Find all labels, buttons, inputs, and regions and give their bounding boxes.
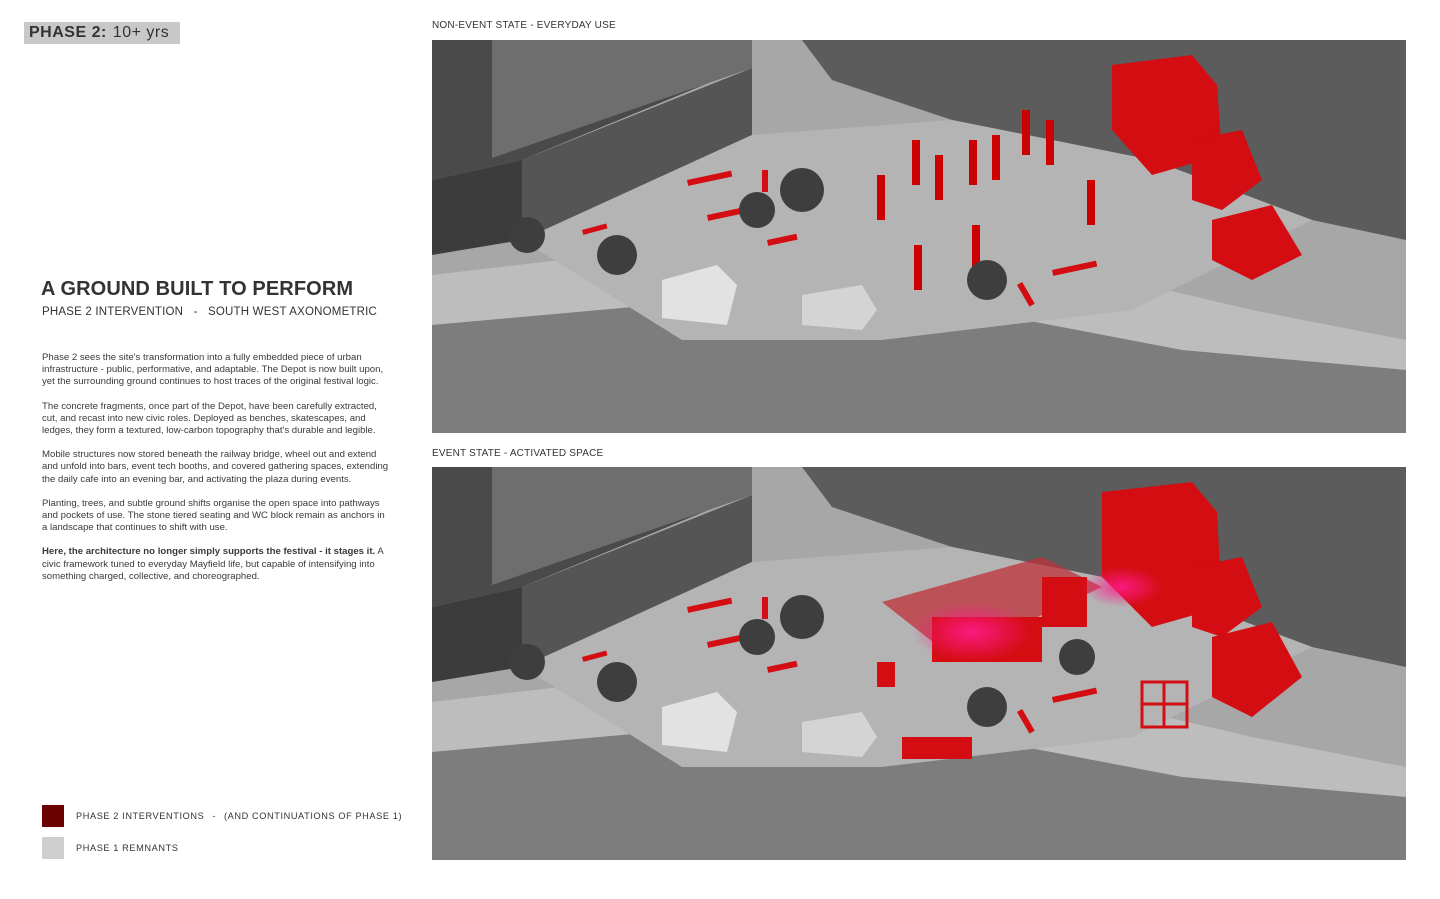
event-glow	[912, 602, 1032, 662]
event-drawing	[432, 467, 1406, 860]
phase-tag	[24, 22, 180, 44]
legend-note-phase2: (AND CONTINUATIONS OF PHASE 1)	[224, 811, 403, 821]
legend-separator: -	[212, 811, 216, 821]
bottom-panel-label: EVENT STATE - ACTIVATED SPACE	[432, 448, 604, 459]
paragraph-conclusion	[42, 546, 392, 583]
paragraph-transformation: Phase 2 sees the site's transformation into a fully embedded piece of urban infrastructure - public, performative, and adaptable. The Depot is now built upon, yet the surrounding ground continues to host traces of the original festival logic.	[42, 352, 384, 388]
paragraph-planting: Planting, trees, and subtle ground shifts organise the open space into pathways and pockets of use. The stone tiered seating and WC block remain as anchors in a landscape that continues to shift with use.	[42, 497, 385, 534]
phase-duration: 10+ yrs	[112, 24, 170, 41]
legend-swatch-phase2	[42, 805, 64, 827]
paragraph-mobile-structures: Mobile structures now stored beneath the railway bridge, wheel out and extend and unfold into bars, event tech booths, and covered gathering spaces, extending the daily cafe into an evening bar, and activating the plaza during events.	[42, 449, 389, 485]
legend-item-phase1	[42, 837, 179, 859]
legend-item-phase2	[42, 805, 402, 827]
top-panel-label: NON-EVENT STATE - EVERYDAY USE	[432, 20, 616, 31]
description	[42, 352, 392, 595]
conclusion-rest: A civic framework tuned to everyday Mayfield life, but capable of intensifying into something charged, collective, and choreographed.	[42, 546, 384, 582]
legend-swatch-phase1	[42, 837, 64, 859]
page-subtitle	[42, 306, 377, 318]
phase-number: PHASE 2:	[29, 24, 107, 41]
subtitle-intervention: PHASE 2 INTERVENTION	[42, 306, 184, 318]
legend-label-phase2: PHASE 2 INTERVENTIONS	[76, 811, 205, 821]
non-event-axonometric	[432, 40, 1406, 433]
subtitle-view: SOUTH WEST AXONOMETRIC	[208, 306, 378, 318]
subtitle-separator: -	[193, 306, 198, 318]
non-event-drawing	[432, 40, 1406, 433]
paragraph-fragments: The concrete fragments, once part of the Depot, have been carefully extracted, cut, and recast into new civic roles. Deployed as benches, skatescapes, and ledges, they form a textured, low-carbon topography that's durable and legible.	[42, 400, 377, 437]
conclusion-strong: Here, the architecture no longer simply supports the festival - it stages it.	[42, 546, 376, 558]
legend-label-phase1: PHASE 1 REMNANTS	[76, 843, 179, 853]
event-axonometric	[432, 467, 1406, 860]
page-title: A GROUND BUILT TO PERFORM	[41, 278, 354, 300]
